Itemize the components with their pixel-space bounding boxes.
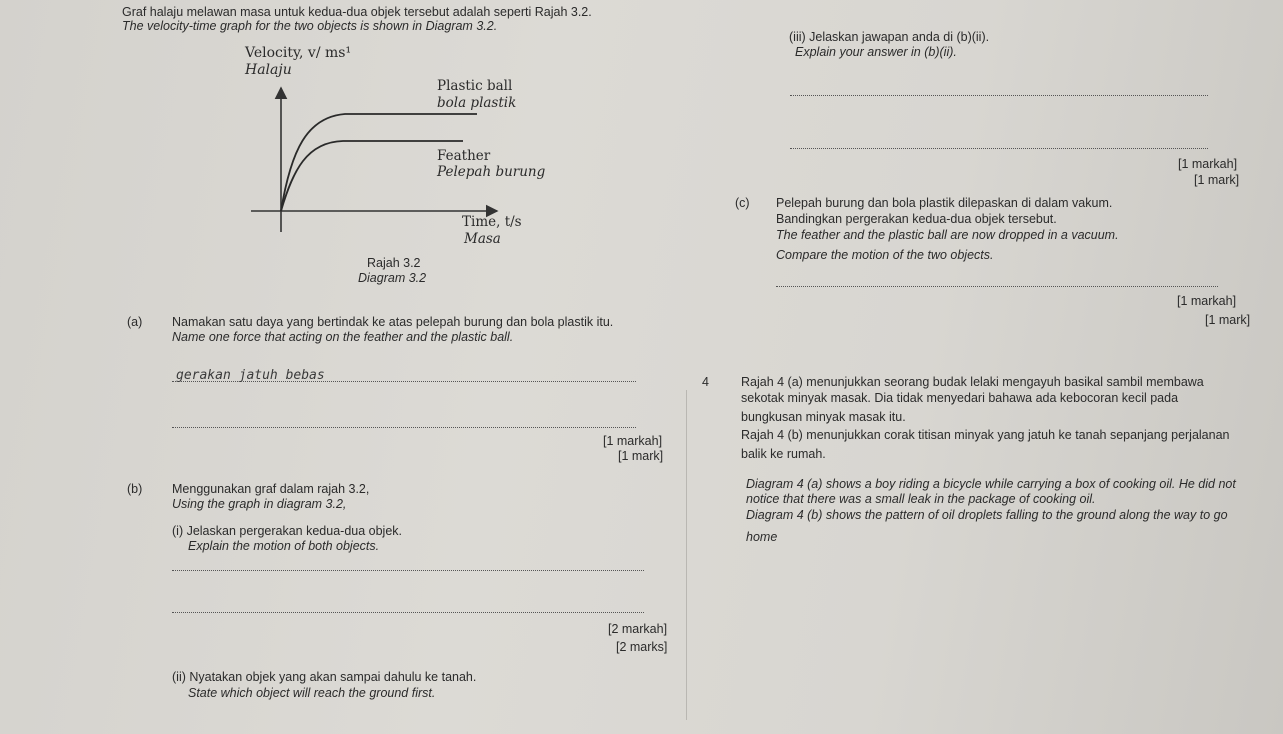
question-4-english-3: Diagram 4 (b) shows the pattern of oil droplets falling to the ground along the way to go — [746, 508, 1228, 522]
question-b-iii-english: Explain your answer in (b)(ii). — [795, 45, 957, 59]
feather-curve — [281, 141, 463, 211]
answer-line — [790, 148, 1208, 149]
graph-feather-label-en: Feather — [437, 148, 491, 164]
question-b-i-mark-ms: [2 markah] — [608, 622, 668, 636]
question-c-english-1: The feather and the plastic ball are now dropped in a vacuum. — [776, 228, 1119, 242]
question-b-i-malay: (i) Jelaskan pergerakan kedua-dua objek. — [172, 524, 402, 538]
question-a-mark-ms: [1 markah] — [603, 434, 663, 448]
question-b-label: (b) — [127, 482, 143, 496]
answer-line — [776, 286, 1218, 287]
graph-ball-label-ms: bola plastik — [437, 95, 517, 111]
question-a-answer: gerakan jatuh bebas — [176, 368, 325, 383]
diagram-caption-ms: Rajah 3.2 — [367, 256, 421, 270]
question-b-english: Using the graph in diagram 3.2, — [172, 497, 347, 511]
question-4-malay-3: bungkusan minyak masak itu. — [741, 410, 906, 424]
question-4-english-2: notice that there was a small leak in the package of cooking oil. — [746, 492, 1096, 506]
question-4-number: 4 — [702, 375, 709, 389]
graph-y-label-ms: Halaju — [245, 62, 292, 78]
graph-y-label-en: Velocity, v/ ms¹ — [245, 45, 352, 61]
question-c-label: (c) — [735, 196, 750, 210]
question-b-ii-english: State which object will reach the ground first. — [188, 686, 436, 700]
question-b-malay: Menggunakan graf dalam rajah 3.2, — [172, 482, 370, 496]
question-4-malay-4: Rajah 4 (b) menunjukkan corak titisan minyak yang jatuh ke tanah sepanjang perjalanan — [741, 428, 1230, 442]
question-b-iii-mark-ms: [1 markah] — [1178, 157, 1238, 171]
graph-ball-label-en: Plastic ball — [437, 78, 513, 94]
answer-line — [172, 570, 644, 571]
question-c-english-2: Compare the motion of the two objects. — [776, 248, 994, 262]
question-a-english: Name one force that acting on the feather and the plastic ball. — [172, 330, 514, 344]
question-4-malay-5: balik ke rumah. — [741, 447, 826, 461]
question-c-malay-2: Bandingkan pergerakan kedua-dua objek tersebut. — [776, 212, 1057, 226]
question-b-iii-malay: (iii) Jelaskan jawapan anda di (b)(ii). — [789, 30, 990, 44]
question-c-malay-1: Pelepah burung dan bola plastik dilepaskan di dalam vakum. — [776, 196, 1113, 210]
plastic-ball-curve — [281, 114, 477, 211]
question-a-label: (a) — [127, 315, 143, 329]
question-c-mark-en: [1 mark] — [1205, 313, 1251, 327]
diagram-caption-en: Diagram 3.2 — [358, 271, 427, 285]
intro-malay: Graf halaju melawan masa untuk kedua-dua objek tersebut adalah seperti Rajah 3.2. — [122, 5, 592, 19]
question-4-malay-2: sekotak minyak masak. Dia tidak menyedari bahawa ada kebocoran kecil pada — [741, 391, 1179, 405]
question-4-english-1: Diagram 4 (a) shows a boy riding a bicycle while carrying a box of cooking oil. He did not — [746, 477, 1236, 491]
graph-x-label-ms: Masa — [464, 231, 501, 247]
question-b-ii-malay: (ii) Nyatakan objek yang akan sampai dahulu ke tanah. — [172, 670, 477, 684]
answer-line — [172, 381, 636, 382]
question-c-mark-ms: [1 markah] — [1177, 294, 1237, 308]
question-a-malay: Namakan satu daya yang bertindak ke atas pelepah burung dan bola plastik itu. — [172, 315, 614, 329]
velocity-time-graph — [245, 80, 535, 260]
question-4-english-4: home — [746, 530, 778, 544]
question-b-iii-mark-en: [1 mark] — [1194, 173, 1240, 187]
column-divider — [686, 390, 687, 720]
question-b-i-english: Explain the motion of both objects. — [188, 539, 380, 553]
intro-english: The velocity-time graph for the two objects is shown in Diagram 3.2. — [122, 19, 498, 33]
question-a-mark-en: [1 mark] — [618, 449, 664, 463]
graph-x-label-en: Time, t/s — [462, 214, 522, 230]
question-4-malay-1: Rajah 4 (a) menunjukkan seorang budak lelaki mengayuh basikal sambil membawa — [741, 375, 1204, 389]
question-b-i-mark-en: [2 marks] — [616, 640, 668, 654]
answer-line — [172, 427, 636, 428]
answer-line — [790, 95, 1208, 96]
graph-feather-label-ms: Pelepah burung — [437, 164, 546, 180]
answer-line — [172, 612, 644, 613]
